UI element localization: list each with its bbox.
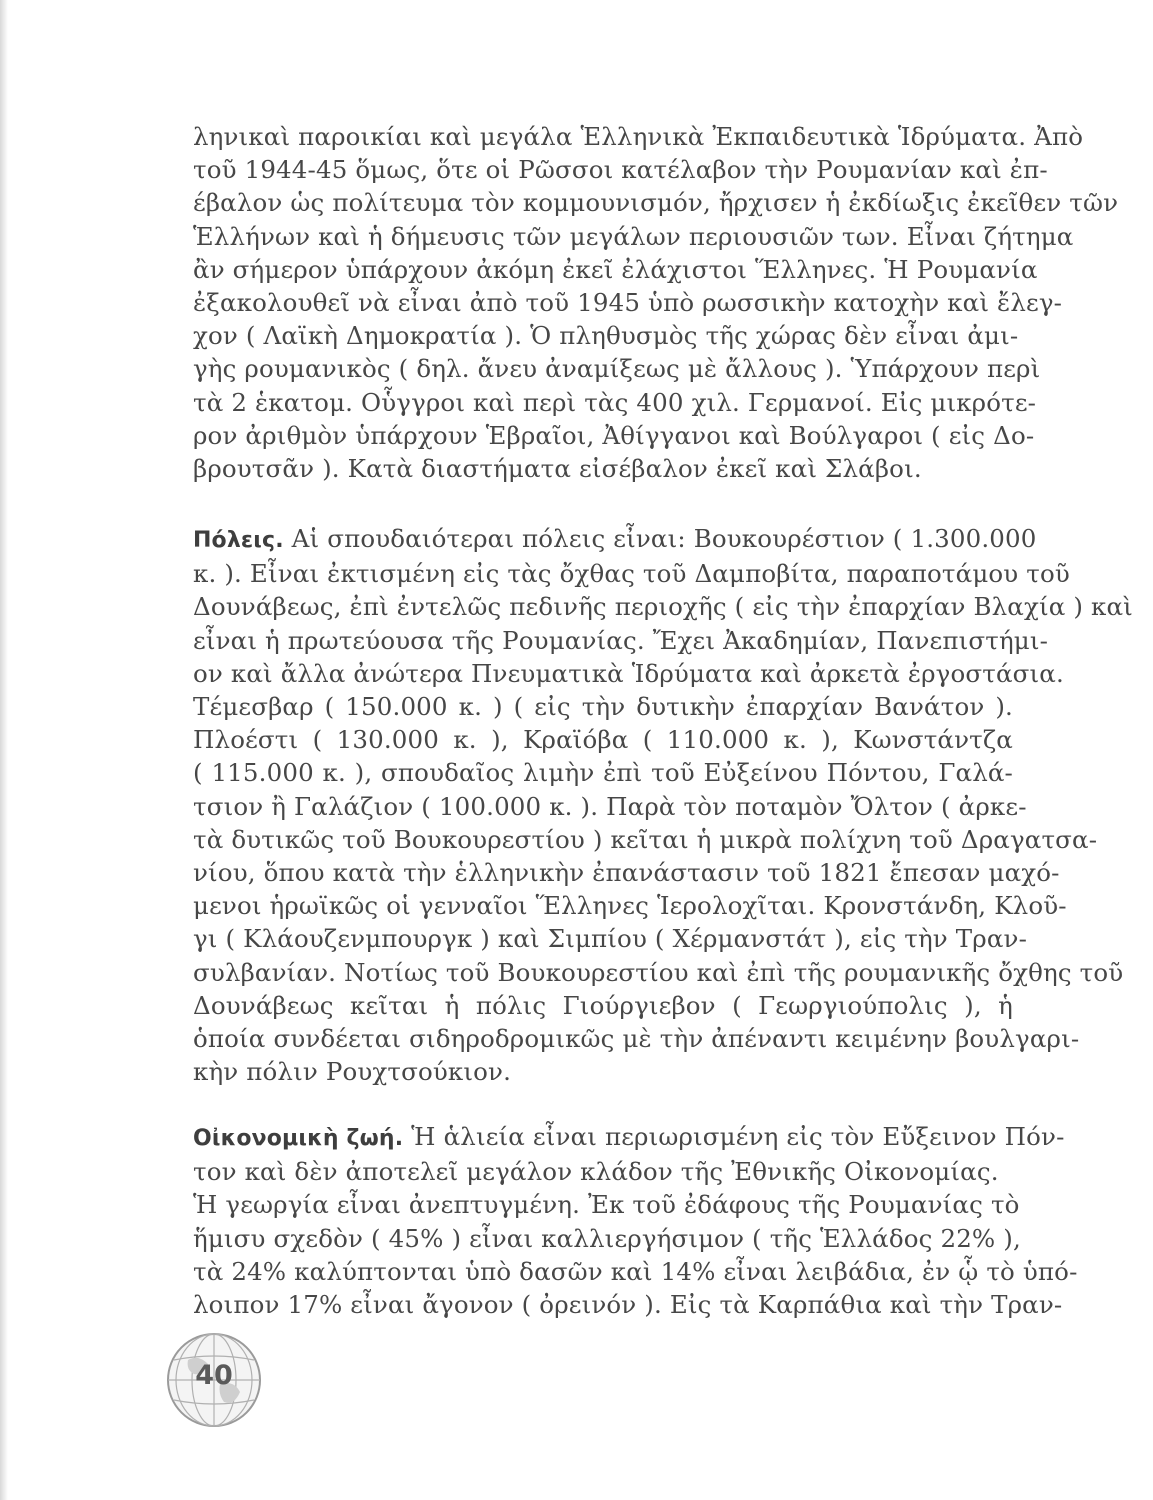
text-line: συλβανίαν. Νοτίως τοῦ Βουκουρεστίου καὶ ἐπὶ τῆς ρουμανικῆς ὄχθης τοῦ (193, 957, 1124, 987)
text-line: Δουνάβεως κεῖται ἡ πόλις Γιούργιεβον ( Γεωργιούπολις ), ἡ (193, 990, 1013, 1020)
text-line: ὁποία συνδέεται σιδηροδρομικῶς μὲ τὴν ἀπέναντι κειμένην βουλγαρι- (193, 1024, 1080, 1054)
text-line: ( 115.000 κ. ), σπουδαῖος λιμὴν ἐπὶ τοῦ Εὐξείνου Πόντου, Γαλά- (193, 758, 1013, 788)
section-heading-economy: Οἰκονομικὴ ζωή. (193, 1126, 404, 1151)
paragraph-cities (193, 522, 1133, 1088)
section-heading-cities: Πόλεις. (193, 528, 284, 553)
paragraph-intro (193, 120, 1119, 485)
text-line: κὴν πόλιν Ρουχτσούκιον. (193, 1057, 512, 1087)
text-run: Ἡ ἁλιεία εἶναι περιωρισμένη εἰς τὸν Εὔξεινον Πόν- (411, 1122, 1065, 1151)
text-line: τοῦ 1944-45 ὅμως, ὅτε οἱ Ρῶσσοι κατέλαβον τὴν Ρουμανίαν καὶ ἐπ- (193, 155, 1048, 185)
text-line: γὴς ρουμανικὸς ( δηλ. ἄνευ ἀναμίξεως μὲ ἄλλους ). Ὑπάρχουν περὶ (193, 354, 1041, 384)
text-line: Ἡ γεωργία εἶναι ἀνεπτυγμένη. Ἐκ τοῦ ἐδάφους τῆς Ρουμανίας τὸ (193, 1190, 1020, 1220)
text-line: ἐξακολουθεῖ νὰ εἶναι ἀπὸ τοῦ 1945 ὑπὸ ρωσσικὴν κατοχὴν καὶ ἔλεγ- (193, 288, 1063, 318)
text-line: βρουτσᾶν ). Κατὰ διαστήματα εἰσέβαλον ἐκεῖ καὶ Σλάβοι. (193, 454, 922, 484)
text-line: Ἑλλήνων καὶ ἡ δήμευσις τῶν μεγάλων περιουσιῶν των. Εἶναι ζήτημα (193, 221, 1074, 251)
text-line: χον ( Λαϊκὴ Δημοκρατία ). Ὁ πληθυσμὸς τῆς χώρας δὲν εἶναι ἀμι- (193, 321, 1019, 351)
text-line: τὰ δυτικῶς τοῦ Βουκουρεστίου ) κεῖται ἡ μικρὰ πολίχνη τοῦ Δραγατσα- (193, 824, 1098, 854)
text-line: Πλοέστι ( 130.000 κ. ), Κραϊόβα ( 110.000 κ. ), Κωνστάντζα (193, 725, 1013, 755)
text-line: κ. ). Εἶναι ἐκτισμένη εἰς τὰς ὄχθας τοῦ Δαμποβίτα, παραποτάμου τοῦ (193, 559, 1070, 589)
text-line: ρον ἀριθμὸν ὑπάρχουν Ἑβραῖοι, Ἀθίγγανοι καὶ Βούλγαροι ( εἰς Δο- (193, 420, 1035, 450)
text-line: τσιον ἢ Γαλάζιον ( 100.000 κ. ). Παρὰ τὸν ποταμὸν Ὄλτον ( ἀρκε- (193, 791, 1027, 821)
text-line: τὰ 24% καλύπτονται ὑπὸ δασῶν καὶ 14% εἶναι λειβάδια, ἐν ᾧ τὸ ὑπό- (193, 1256, 1078, 1286)
text-line (193, 522, 1037, 557)
text-line: τὰ 2 ἑκατομ. Οὗγγροι καὶ περὶ τὰς 400 χιλ. Γερμανοί. Εἰς μικρότε- (193, 387, 1037, 417)
page-number: 40 (195, 1360, 233, 1391)
text-line: Δουνάβεως, ἐπὶ ἐντελῶς πεδινῆς περιοχῆς ( εἰς τὴν ἐπαρχίαν Βλαχία ) καὶ (193, 592, 1133, 622)
text-line: Τέμεσβαρ ( 150.000 κ. ) ( εἰς τὴν δυτικὴν ἐπαρχίαν Βανάτον ). (193, 692, 1013, 722)
text-line: τον καὶ δὲν ἀποτελεῖ μεγάλον κλάδον τῆς Ἐθνικῆς Οἰκονομίας. (193, 1157, 999, 1187)
text-line: μενοι ἡρωϊκῶς οἱ γενναῖοι Ἕλληνες Ἱερολοχῖται. Κρονστάνδη, Κλοῦ- (193, 891, 1067, 921)
paragraph-economy (193, 1120, 1078, 1321)
page-edge-shadow (0, 0, 8, 1500)
text-line: ληνικαὶ παροικίαι καὶ μεγάλα Ἑλληνικὰ Ἐκπαιδευτικὰ Ἱδρύματα. Ἀπὸ (193, 122, 1084, 151)
text-run: Αἱ σπουδαιότεραι πόλεις εἶναι: Βουκουρέστιον ( 1.300.000 (291, 524, 1037, 553)
text-line (193, 1120, 1065, 1155)
text-line: ἂν σήμερον ὑπάρχουν ἀκόμη ἐκεῖ ἐλάχιστοι Ἕλληνες. Ἡ Ρουμανία (193, 254, 1038, 284)
text-line: ἥμισυ σχεδὸν ( 45% ) εἶναι καλλιεργήσιμον ( τῆς Ἑλλάδος 22% ), (193, 1223, 1021, 1253)
text-line: λοιπον 17% εἶναι ἄγονον ( ὀρεινόν ). Εἰς τὰ Καρπάθια καὶ τὴν Τραν- (193, 1290, 1063, 1320)
text-line: νίου, ὅπου κατὰ τὴν ἑλληνικὴν ἐπανάστασιν τοῦ 1821 ἔπεσαν μαχό- (193, 858, 1060, 888)
text-line: έβαλον ὡς πολίτευμα τὸν κομμουνισμόν, ἤρχισεν ἡ ἐκδίωξις ἐκεῖθεν τῶν (193, 188, 1119, 218)
text-line: γι ( Κλάουζενμπουργκ ) καὶ Σιμπίου ( Χέρμανστάτ ), εἰς τὴν Τραν- (193, 924, 1027, 954)
text-line: ον καὶ ἄλλα ἀνώτερα Πνευματικὰ Ἱδρύματα καὶ ἀρκετὰ ἐργοστάσια. (193, 658, 1064, 688)
text-line: εἶναι ἡ πρωτεύουσα τῆς Ρουμανίας. Ἔχει Ἀκαδημίαν, Πανεπιστήμι- (193, 625, 1049, 655)
